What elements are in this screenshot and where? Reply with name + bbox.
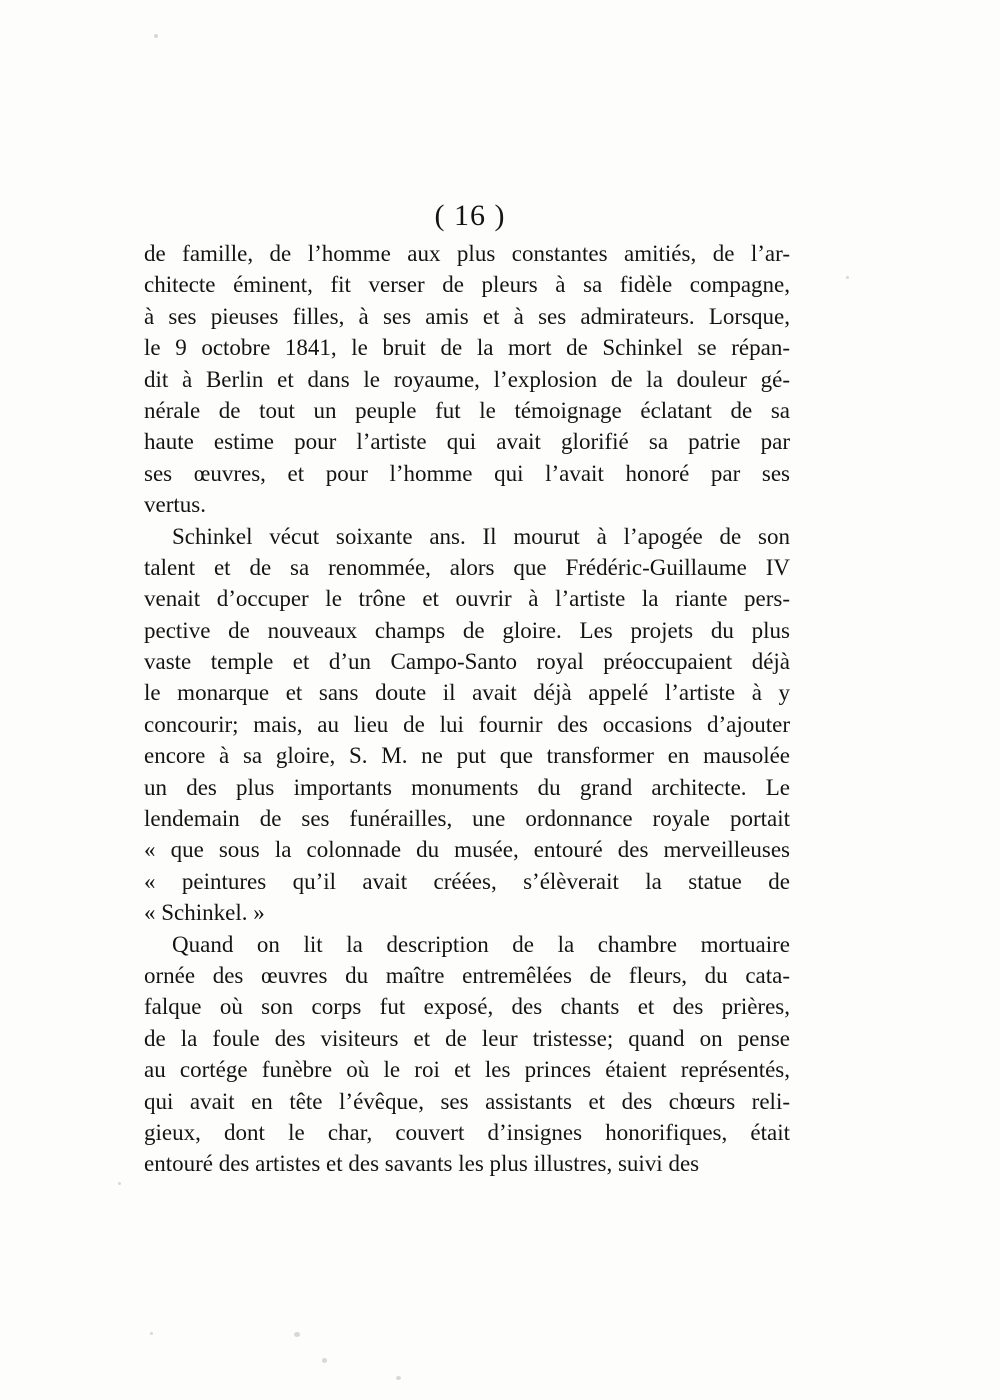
text-line: venait d’occuper le trône et ouvrir à l’artiste la riante pers- (144, 586, 790, 612)
text-line: « peintures qu’il avait créées, s’élèverait la statue de (144, 868, 790, 894)
text-line: gieux, dont le char, couvert d’insignes honorifiques, était (144, 1119, 790, 1145)
text-line: vaste temple et d’un Campo-Santo royal préoccupaient déjà (144, 649, 790, 675)
text-line: pective de nouveaux champs de gloire. Les projets du plus (144, 617, 790, 643)
text-line: nérale de tout un peuple fut le témoignage éclatant de sa (144, 397, 790, 423)
text-line: Schinkel vécut soixante ans. Il mourut à l’apogée de son (172, 523, 790, 549)
text-line: chitecte éminent, fit verser de pleurs à sa fidèle compagne, (144, 272, 790, 298)
text-line: ornée des œuvres du maître entremêlées de fleurs, du cata- (144, 962, 790, 988)
text-line: qui avait en tête l’évêque, ses assistants et des chœurs reli- (144, 1088, 790, 1114)
paper-speck (118, 1182, 121, 1185)
paper-speck (846, 276, 849, 279)
text-line: le 9 octobre 1841, le bruit de la mort de Schinkel se répan- (144, 335, 790, 361)
paper-speck (150, 1332, 153, 1335)
text-line: vertus. (144, 492, 206, 518)
text-line: un des plus importants monuments du grand architecte. Le (144, 774, 790, 800)
text-line: lendemain de ses funérailles, une ordonnance royale portait (144, 806, 790, 832)
text-line: encore à sa gloire, S. M. ne put que transformer en mausolée (144, 743, 790, 769)
text-line: dit à Berlin et dans le royaume, l’explosion de la douleur gé- (144, 366, 790, 392)
text-line: le monarque et sans doute il avait déjà appelé l’artiste à y (144, 680, 790, 706)
text-line: de famille, de l’homme aux plus constantes amitiés, de l’ar- (144, 241, 790, 266)
text-line: au cortége funèbre où le roi et les princes étaient représentés, (144, 1057, 790, 1083)
text-line: concourir; mais, au lieu de lui fournir des occasions d’ajouter (144, 711, 790, 737)
paper-speck (294, 1332, 300, 1337)
paper-speck (396, 1376, 401, 1380)
text-line: à ses pieuses filles, à ses amis et à ses admirateurs. Lorsque, (144, 303, 790, 329)
text-line: ses œuvres, et pour l’homme qui l’avait honoré par ses (144, 460, 790, 486)
text-line: entouré des artistes et des savants les plus illustres, suivi des (144, 1151, 700, 1177)
text-line: « que sous la colonnade du musée, entouré des merveilleuses (144, 837, 790, 863)
body-text (144, 238, 790, 1180)
text-line: falque où son corps fut exposé, des chants et des prières, (144, 994, 790, 1020)
text-line: de la foule des visiteurs et de leur tristesse; quand on pense (144, 1025, 790, 1051)
text-line: « Schinkel. » (144, 900, 265, 926)
paper-speck (154, 34, 158, 38)
page-number: ( 16 ) (434, 199, 506, 232)
text-line: talent et de sa renommée, alors que Frédéric-Guillaume IV (144, 554, 790, 580)
paper-speck (322, 1358, 327, 1363)
text-line: haute estime pour l’artiste qui avait glorifié sa patrie par (144, 429, 790, 455)
text-line: Quand on lit la description de la chambre mortuaire (172, 931, 790, 957)
